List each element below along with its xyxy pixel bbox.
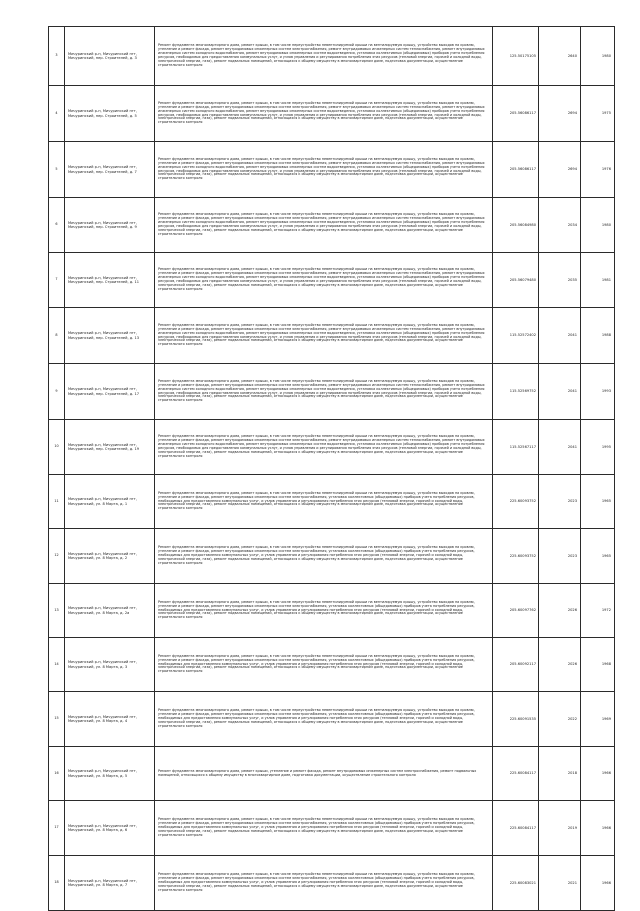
commission-year-cell: 1966 <box>581 801 615 856</box>
planned-year-cell: 2018 <box>539 747 581 801</box>
address-cell: Мичуринский р-н, Мичуринский пгт, Мичуринский, пер. Строителей, д. 13 <box>65 308 155 364</box>
works-list-cell: Ремонт фундамента многоквартирного дома, ремонт крыши, в том числе переустройство невентилируемой крыши на вентилируемую крышу, устройство выходов на кровлю, утепление и ремонт фасада, ремонт внутридомовых инженерных систем электроснабжения, установка коллективных (общедомовых) приборов учета потребления ресурсов, необходимых для предоставления коммунальных услуг, и узлов управления и регулирования потребления этих ресурсов (тепловой энергии, горячей и холодной воды, электрической энергии, газа), ремонт подвальных помещений, относящихся к общему имуществу в многоквартирном доме, подготовка документации, осуществление строительного контроля <box>155 638 493 692</box>
table-row <box>49 747 615 801</box>
cost-cell: 225.60084117 <box>493 747 539 801</box>
works-list-cell: Ремонт фундамента многоквартирного дома, ремонт крыши, в том числе переустройство невентилируемой крыши на вентилируемую крышу, устройство выходов на кровлю, утепление и ремонт фасада, ремонт внутридомовых инженерных систем электроснабжения, ремонт внутридомовых инженерных систем теплоснабжения, ремонт внутридомовых инженерных систем холодного водоснабжения, ремонт внутридомовых инженерных систем водоотведения, установка коллективных (общедомовых) приборов учета потребления ресурсов, необходимых для предоставления коммунальных услуг, и узлов управления и регулирования потребления этих ресурсов (тепловой энергии, горячей и холодной воды, электрической энергии, газа), ремонт подвальных помещений, относящихся к общему имуществу в многоквартирном доме, подготовка документации, осуществление строительного контроля <box>155 198 493 253</box>
table-row <box>49 86 615 142</box>
works-list-cell: Ремонт фундамента многоквартирного дома, ремонт крыши, в том числе переустройство невентилируемой крыши на вентилируемую крышу, устройство выходов на кровлю, утепление и ремонт фасада, ремонт внутридомовых инженерных систем электроснабжения, ремонт внутридомовых инженерных систем теплоснабжения, ремонт внутридомовых инженерных систем холодного водоснабжения, ремонт внутридомовых инженерных систем водоотведения, установка коллективных (общедомовых) приборов учета потребления ресурсов, необходимых для предоставления коммунальных услуг, и узлов управления и регулирования потребления этих ресурсов (тепловой энергии, горячей и холодной воды, электрической энергии, газа), ремонт подвальных помещений, относящихся к общему имуществу в многоквартирном доме, подготовка документации, осуществление строительного контроля <box>155 142 493 198</box>
commission-year-cell: 1980 <box>581 198 615 253</box>
planned-year-cell: 2026 <box>539 638 581 692</box>
address-cell: Мичуринский р-н, Мичуринский пгт, Мичуринский, пер. Строителей, д. 3 <box>65 27 155 86</box>
planned-year-cell: 2019 <box>539 801 581 856</box>
address-cell: Мичуринский р-н, Мичуринский пгт, Мичуринский, ул. 8 Марта, д. 7 <box>65 856 155 911</box>
cost-cell: 205.60092117 <box>493 638 539 692</box>
table-row <box>49 584 615 638</box>
address-cell: Мичуринский р-н, Мичуринский пгт, Мичуринский, ул. 8 Марта, д. 1 <box>65 475 155 529</box>
address-cell: Мичуринский р-н, Мичуринский пгт, Мичуринский, ул. 8 Марта, д. 2 <box>65 529 155 584</box>
works-list-cell: Ремонт фундамента многоквартирного дома, ремонт крыши, в том числе переустройство невентилируемой крыши на вентилируемую крышу, устройство выходов на кровлю, утепление и ремонт фасада, ремонт внутридомовых инженерных систем электроснабжения, установка коллективных (общедомовых) приборов учета потребления ресурсов, необходимых для предоставления коммунальных услуг, и узлов управления и регулирования потребления этих ресурсов (тепловой энергии, горячей и холодной воды, электрической энергии, газа), ремонт подвальных помещений, относящихся к общему имуществу в многоквартирном доме, подготовка документации, осуществление строительного контроля <box>155 692 493 747</box>
commission-year-cell: 1968 <box>581 638 615 692</box>
commission-year-cell: 1972 <box>581 584 615 638</box>
row-number-cell: 4 <box>49 86 65 142</box>
commission-year-cell: 1981 <box>581 253 615 308</box>
address-cell: Мичуринский р-н, Мичуринский пгт, Мичуринский, пер. Строителей, д. 19 <box>65 420 155 475</box>
row-number-cell: 9 <box>49 364 65 420</box>
table-row <box>49 142 615 198</box>
works-list-cell: Ремонт фундамента многоквартирного дома, ремонт крыши, в том числе переустройство невентилируемой крыши на вентилируемую крышу, устройство выходов на кровлю, утепление и ремонт фасада, ремонт внутридомовых инженерных систем электроснабжения, ремонт внутридомовых инженерных систем теплоснабжения, ремонт внутридомовых инженерных систем холодного водоснабжения, ремонт внутридомовых инженерных систем водоотведения, установка коллективных (общедомовых) приборов учета потребления ресурсов, необходимых для предоставления коммунальных услуг, и узлов управления и регулирования потребления этих ресурсов (тепловой энергии, горячей и холодной воды, электрической энергии, газа), ремонт подвальных помещений, относящихся к общему имуществу в многоквартирном доме, подготовка документации, осуществление строительного контроля <box>155 308 493 364</box>
commission-year-cell: 1975 <box>581 86 615 142</box>
planned-year-cell: 2694 <box>539 142 581 198</box>
address-cell: Мичуринский р-н, Мичуринский пгт, Мичуринский, пер. Строителей, д. 17 <box>65 364 155 420</box>
program-table-sheet <box>48 26 614 911</box>
cost-cell: 205.56084980 <box>493 198 539 253</box>
row-number-cell: 7 <box>49 253 65 308</box>
address-cell: Мичуринский р-н, Мичуринский пгт, Мичуринский, пер. Строителей, д. 9 <box>65 198 155 253</box>
cost-cell: 225.60091535 <box>493 692 539 747</box>
row-number-cell: 13 <box>49 584 65 638</box>
row-number-cell: 16 <box>49 747 65 801</box>
commission-year-cell: 1965 <box>581 529 615 584</box>
row-number-cell: 8 <box>49 308 65 364</box>
table-row <box>49 856 615 911</box>
row-number-cell: 3 <box>49 27 65 86</box>
table-row <box>49 364 615 420</box>
commission-year-cell: 1966 <box>581 747 615 801</box>
cost-cell: 205.56086117 <box>493 86 539 142</box>
table-row <box>49 475 615 529</box>
commission-year-cell: 1976 <box>581 142 615 198</box>
commission-year-cell: 1995 <box>581 420 615 475</box>
cost-cell: 115.52572402 <box>493 308 539 364</box>
works-list-cell: Ремонт фундамента многоквартирного дома, ремонт крыши, утепление и ремонт фасада, ремонт внутридомовых инженерных систем электроснабжения, ремонт подвальных помещений, относящихся к общему имуществу в многоквартирном доме, подготовка документации, осуществление строительного контроля <box>155 747 493 801</box>
table-row <box>49 198 615 253</box>
table-row <box>49 253 615 308</box>
cost-cell: 125.50175105 <box>493 27 539 86</box>
cost-cell: 225.60093752 <box>493 529 539 584</box>
row-number-cell: 15 <box>49 692 65 747</box>
planned-year-cell: 2021 <box>539 856 581 911</box>
row-number-cell: 17 <box>49 801 65 856</box>
address-cell: Мичуринский р-н, Мичуринский пгт, Мичуринский, ул. 8 Марта, д. 6 <box>65 801 155 856</box>
works-list-cell: Ремонт фундамента многоквартирного дома, ремонт крыши, в том числе переустройство невентилируемой крыши на вентилируемую крышу, устройство выходов на кровлю, утепление и ремонт фасада, ремонт внутридомовых инженерных систем электроснабжения, установка коллективных (общедомовых) приборов учета потребления ресурсов, необходимых для предоставления коммунальных услуг, и узлов управления и регулирования потребления этих ресурсов (тепловой энергии, горячей и холодной воды, электрической энергии, газа), ремонт подвальных помещений, относящихся к общему имуществу в многоквартирном доме, подготовка документации, осуществление строительного контроля <box>155 475 493 529</box>
address-cell: Мичуринский р-н, Мичуринский пгт, Мичуринский, пер. Строителей, д. 5 <box>65 86 155 142</box>
address-cell: Мичуринский р-н, Мичуринский пгт, Мичуринский, ул. 8 Марта, д. 4 <box>65 692 155 747</box>
row-number-cell: 6 <box>49 198 65 253</box>
address-cell: Мичуринский р-н, Мичуринский пгт, Мичуринский, ул. 8 Марта, д. 5 <box>65 747 155 801</box>
address-cell: Мичуринский р-н, Мичуринский пгт, Мичуринский, ул. 8 Марта, д. 3 <box>65 638 155 692</box>
table-row <box>49 308 615 364</box>
row-number-cell: 18 <box>49 856 65 911</box>
cost-cell: 225.60083021 <box>493 856 539 911</box>
cost-cell: 225.60084117 <box>493 801 539 856</box>
planned-year-cell: 2041 <box>539 364 581 420</box>
cost-cell: 225.60093752 <box>493 475 539 529</box>
commission-year-cell: 1966 <box>581 856 615 911</box>
address-cell: Мичуринский р-н, Мичуринский пгт, Мичуринский, пер. Строителей, д. 7 <box>65 142 155 198</box>
works-list-cell: Ремонт фундамента многоквартирного дома, ремонт крыши, в том числе переустройство невентилируемой крыши на вентилируемую крышу, устройство выходов на кровлю, утепление и ремонт фасада, ремонт внутридомовых инженерных систем электроснабжения, ремонт внутридомовых инженерных систем теплоснабжения, ремонт внутридомовых инженерных систем холодного водоснабжения, ремонт внутридомовых инженерных систем водоотведения, установка коллективных (общедомовых) приборов учета потребления ресурсов, необходимых для предоставления коммунальных услуг, и узлов управления и регулирования потребления этих ресурсов (тепловой энергии, горячей и холодной воды, электрической энергии, газа), ремонт подвальных помещений, относящихся к общему имуществу в многоквартирном доме, подготовка документации, осуществление строительного контроля <box>155 253 493 308</box>
commission-year-cell: 1980 <box>581 27 615 86</box>
works-list-cell: Ремонт фундамента многоквартирного дома, ремонт крыши, в том числе переустройство невентилируемой крыши на вентилируемую крышу, устройство выходов на кровлю, утепление и ремонт фасада, ремонт внутридомовых инженерных систем электроснабжения, ремонт внутридомовых инженерных систем теплоснабжения, ремонт внутридомовых инженерных систем холодного водоснабжения, ремонт внутридомовых инженерных систем водоотведения, установка коллективных (общедомовых) приборов учета потребления ресурсов, необходимых для предоставления коммунальных услуг, и узлов управления и регулирования потребления этих ресурсов (тепловой энергии, горячей и холодной воды, электрической энергии, газа), ремонт подвальных помещений, относящихся к общему имуществу в многоквартирном доме, подготовка документации, осуществление строительного контроля <box>155 27 493 86</box>
works-list-cell: Ремонт фундамента многоквартирного дома, ремонт крыши, в том числе переустройство невентилируемой крыши на вентилируемую крышу, устройство выходов на кровлю, утепление и ремонт фасада, ремонт внутридомовых инженерных систем электроснабжения, установка коллективных (общедомовых) приборов учета потребления ресурсов, необходимых для предоставления коммунальных услуг, и узлов управления и регулирования потребления этих ресурсов (тепловой энергии, горячей и холодной воды, электрической энергии, газа), ремонт подвальных помещений, относящихся к общему имуществу в многоквартирном доме, подготовка документации, осуществление строительного контроля <box>155 529 493 584</box>
planned-year-cell: 2041 <box>539 308 581 364</box>
row-number-cell: 12 <box>49 529 65 584</box>
table-row <box>49 692 615 747</box>
cost-cell: 115.52569752 <box>493 364 539 420</box>
cost-cell: 205.60097762 <box>493 584 539 638</box>
cost-cell: 205.56086117 <box>493 142 539 198</box>
cost-cell: 115.52567117 <box>493 420 539 475</box>
address-cell: Мичуринский р-н, Мичуринский пгт, Мичуринский, ул. 8 Марта, д. 2а <box>65 584 155 638</box>
planned-year-cell: 2022 <box>539 692 581 747</box>
works-list-cell: Ремонт фундамента многоквартирного дома, ремонт крыши, в том числе переустройство невентилируемой крыши на вентилируемую крышу, устройство выходов на кровлю, утепление и ремонт фасада, ремонт внутридомовых инженерных систем электроснабжения, установка коллективных (общедомовых) приборов учета потребления ресурсов, необходимых для предоставления коммунальных услуг, и узлов управления и регулирования потребления этих ресурсов (тепловой энергии, горячей и холодной воды, электрической энергии, газа), ремонт подвальных помещений, относящихся к общему имуществу в многоквартирном доме, подготовка документации, осуществление строительного контроля <box>155 801 493 856</box>
works-list-cell: Ремонт фундамента многоквартирного дома, ремонт крыши, в том числе переустройство невентилируемой крыши на вентилируемую крышу, устройство выходов на кровлю, утепление и ремонт фасада, ремонт внутридомовых инженерных систем электроснабжения, установка коллективных (общедомовых) приборов учета потребления ресурсов, необходимых для предоставления коммунальных услуг, и узлов управления и регулирования потребления этих ресурсов (тепловой энергии, горячей и холодной воды, электрической энергии, газа), ремонт подвальных помещений, относящихся к общему имуществу в многоквартирном доме, подготовка документации, осуществление строительного контроля <box>155 856 493 911</box>
capital-repair-table <box>48 26 615 911</box>
address-cell: Мичуринский р-н, Мичуринский пгт, Мичуринский, пер. Строителей, д. 11 <box>65 253 155 308</box>
works-list-cell: Ремонт фундамента многоквартирного дома, ремонт крыши, в том числе переустройство невентилируемой крыши на вентилируемую крышу, устройство выходов на кровлю, утепление и ремонт фасада, ремонт внутридомовых инженерных систем электроснабжения, ремонт внутридомовых инженерных систем теплоснабжения, ремонт внутридомовых инженерных систем холодного водоснабжения, ремонт внутридомовых инженерных систем водоотведения, установка коллективных (общедомовых) приборов учета потребления ресурсов, необходимых для предоставления коммунальных услуг, и узлов управления и регулирования потребления этих ресурсов (тепловой энергии, горячей и холодной воды, электрической энергии, газа), ремонт подвальных помещений, относящихся к общему имуществу в многоквартирном доме, подготовка документации, осуществление строительного контроля <box>155 86 493 142</box>
planned-year-cell: 2034 <box>539 198 581 253</box>
commission-year-cell: 1988 <box>581 308 615 364</box>
commission-year-cell: 1969 <box>581 692 615 747</box>
table-row <box>49 638 615 692</box>
works-list-cell: Ремонт фундамента многоквартирного дома, ремонт крыши, в том числе переустройство невентилируемой крыши на вентилируемую крышу, устройство выходов на кровлю, утепление и ремонт фасада, ремонт внутридомовых инженерных систем электроснабжения, ремонт внутридомовых инженерных систем теплоснабжения, ремонт внутридомовых инженерных систем холодного водоснабжения, ремонт внутридомовых инженерных систем водоотведения, установка коллективных (общедомовых) приборов учета потребления ресурсов, необходимых для предоставления коммунальных услуг, и узлов управления и регулирования потребления этих ресурсов (тепловой энергии, горячей и холодной воды, электрической энергии, газа), ремонт подвальных помещений, относящихся к общему имуществу в многоквартирном доме, подготовка документации, осуществление строительного контроля <box>155 420 493 475</box>
table-row <box>49 420 615 475</box>
table-row <box>49 801 615 856</box>
planned-year-cell: 2026 <box>539 584 581 638</box>
planned-year-cell: 2035 <box>539 253 581 308</box>
table-row <box>49 529 615 584</box>
planned-year-cell: 2023 <box>539 529 581 584</box>
works-list-cell: Ремонт фундамента многоквартирного дома, ремонт крыши, в том числе переустройство невентилируемой крыши на вентилируемую крышу, устройство выходов на кровлю, утепление и ремонт фасада, ремонт внутридомовых инженерных систем электроснабжения, установка коллективных (общедомовых) приборов учета потребления ресурсов, необходимых для предоставления коммунальных услуг, и узлов управления и регулирования потребления этих ресурсов (тепловой энергии, горячей и холодной воды, электрической энергии, газа), ремонт подвальных помещений, относящихся к общему имуществу в многоквартирном доме, подготовка документации, осуществление строительного контроля <box>155 584 493 638</box>
works-list-cell: Ремонт фундамента многоквартирного дома, ремонт крыши, в том числе переустройство невентилируемой крыши на вентилируемую крышу, устройство выходов на кровлю, утепление и ремонт фасада, ремонт внутридомовых инженерных систем электроснабжения, ремонт внутридомовых инженерных систем теплоснабжения, ремонт внутридомовых инженерных систем холодного водоснабжения, ремонт внутридомовых инженерных систем водоотведения, установка коллективных (общедомовых) приборов учета потребления ресурсов, необходимых для предоставления коммунальных услуг, и узлов управления и регулирования потребления этих ресурсов (тепловой энергии, горячей и холодной воды, электрической энергии, газа), ремонт подвальных помещений, относящихся к общему имуществу в многоквартирном доме, подготовка документации, осуществление строительного контроля <box>155 364 493 420</box>
table-body <box>49 27 615 911</box>
planned-year-cell: 2041 <box>539 420 581 475</box>
commission-year-cell: 1993 <box>581 364 615 420</box>
row-number-cell: 14 <box>49 638 65 692</box>
commission-year-cell: 1965 <box>581 475 615 529</box>
planned-year-cell: 2694 <box>539 86 581 142</box>
row-number-cell: 11 <box>49 475 65 529</box>
cost-cell: 205.56079480 <box>493 253 539 308</box>
table-row <box>49 27 615 86</box>
planned-year-cell: 2023 <box>539 475 581 529</box>
row-number-cell: 10 <box>49 420 65 475</box>
row-number-cell: 5 <box>49 142 65 198</box>
planned-year-cell: 2640 <box>539 27 581 86</box>
